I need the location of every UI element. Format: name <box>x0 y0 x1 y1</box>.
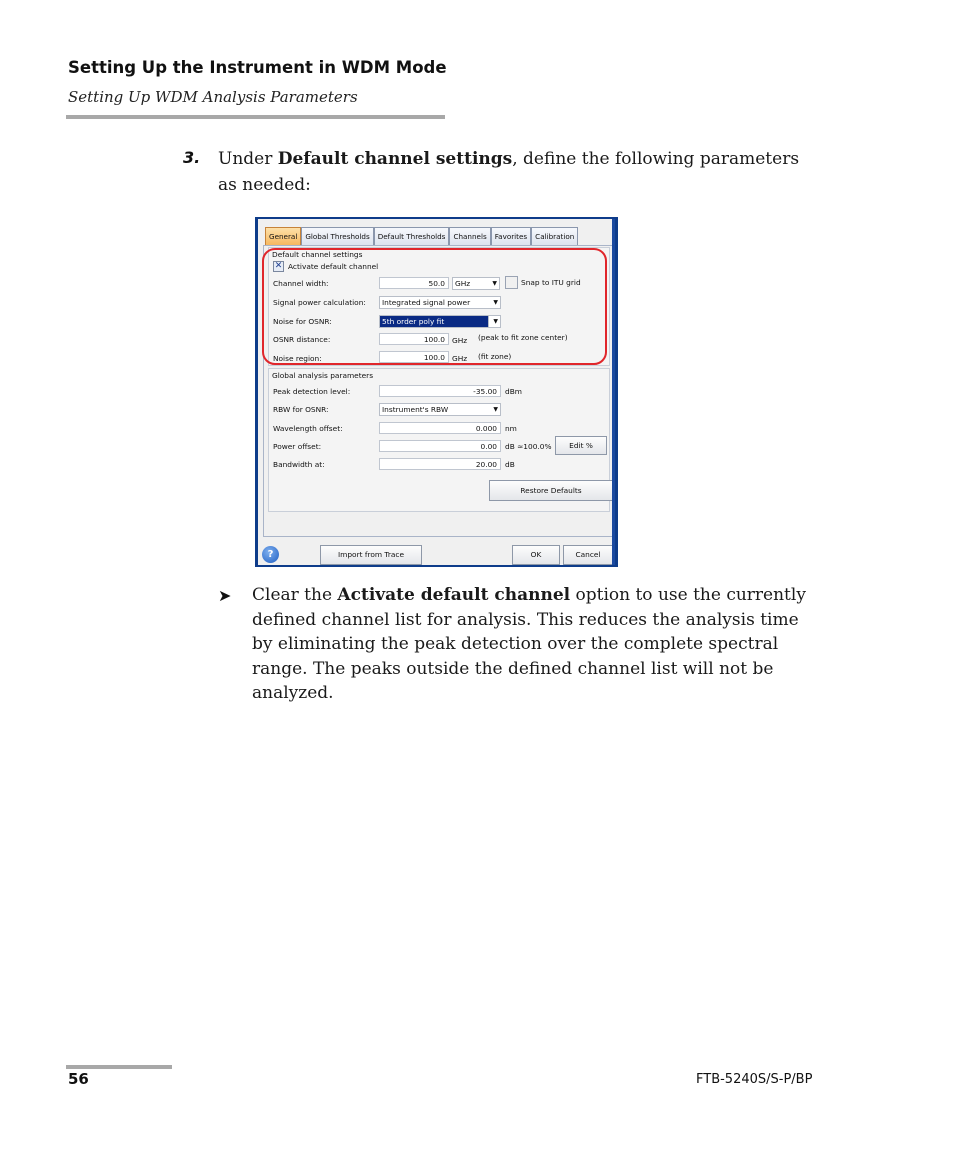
bullet-text-before: Clear the <box>252 585 338 605</box>
page-header-subtitle: Setting Up WDM Analysis Parameters <box>68 88 358 106</box>
power-offset-unit: dB ≈100.0% <box>505 442 552 451</box>
activate-default-channel-label: Activate default channel <box>288 262 379 271</box>
signal-power-value: Integrated signal power <box>382 298 471 307</box>
chevron-down-icon: ▼ <box>492 280 497 287</box>
cancel-button[interactable]: Cancel <box>563 545 613 565</box>
osnr-distance-unit: GHz <box>452 336 468 345</box>
tab-general[interactable]: General <box>265 227 301 245</box>
power-offset-label: Power offset: <box>273 442 322 451</box>
bullet-arrow-icon: ➤ <box>218 586 232 605</box>
snap-to-itu-label: Snap to ITU grid <box>521 278 581 287</box>
osnr-distance-label: OSNR distance: <box>273 335 331 344</box>
page-number: 56 <box>68 1070 89 1088</box>
bullet-text-bold: Activate default channel <box>337 585 571 605</box>
restore-defaults-button[interactable]: Restore Defaults <box>489 480 613 501</box>
bullet-text-after: option to use the currently defined channel list for analysis. This reduces the analysis time by eliminating the peak detection over the complete spectral range. The peaks outside the defined channel list will not be analyzed. <box>252 585 806 704</box>
wavelength-offset-unit: nm <box>505 424 517 433</box>
wavelength-offset-field[interactable]: 0.000 <box>379 422 501 434</box>
tab-channels[interactable]: Channels <box>449 227 490 245</box>
noise-region-field[interactable]: 100.0 <box>379 351 449 363</box>
dialog-screenshot <box>255 217 618 567</box>
step-text-after: , define the following parameters as needed: <box>218 149 800 195</box>
help-icon[interactable]: ? <box>262 546 279 563</box>
rbw-for-osnr-select[interactable] <box>379 403 501 416</box>
rbw-for-osnr-value: Instrument's RBW <box>382 405 449 414</box>
global-group-title: Global analysis parameters <box>272 371 374 380</box>
rbw-for-osnr-label: RBW for OSNR: <box>273 405 329 414</box>
window-edge <box>612 219 615 565</box>
channel-width-label: Channel width: <box>273 279 329 288</box>
chevron-down-icon: ▼ <box>493 299 498 306</box>
page-header-title: Setting Up the Instrument in WDM Mode <box>68 58 447 77</box>
check-mark-icon: ✕ <box>274 261 283 271</box>
osnr-distance-note: (peak to fit zone center) <box>478 333 568 342</box>
global-analysis-parameters-group <box>268 368 610 512</box>
channel-width-field[interactable]: 50.0 <box>379 277 449 289</box>
signal-power-label: Signal power calculation: <box>273 298 366 307</box>
step-text-bold: Default channel settings <box>277 149 513 169</box>
highlight-ring <box>262 248 607 365</box>
wavelength-offset-label: Wavelength offset: <box>273 424 343 433</box>
noise-for-osnr-label: Noise for OSNR: <box>273 317 332 326</box>
header-rule <box>66 115 445 119</box>
dialog-window <box>258 219 615 565</box>
tab-global-thresholds[interactable]: Global Thresholds <box>301 227 373 245</box>
chevron-down-icon: ▼ <box>493 318 498 325</box>
tab-calibration[interactable]: Calibration <box>531 227 578 245</box>
step-text-before: Under <box>218 149 278 169</box>
peak-detection-unit: dBm <box>505 387 522 396</box>
tab-bar <box>265 227 578 245</box>
dialog-button-bar <box>258 544 615 565</box>
chevron-down-icon: ▼ <box>493 406 498 413</box>
peak-detection-field[interactable]: -35.00 <box>379 385 501 397</box>
ok-button[interactable]: OK <box>512 545 560 565</box>
tab-default-thresholds[interactable]: Default Thresholds <box>374 227 450 245</box>
bullet-text <box>252 583 822 706</box>
bandwidth-at-label: Bandwidth at: <box>273 460 325 469</box>
noise-for-osnr-value: 5th order poly fit <box>379 315 489 328</box>
footer-rule <box>66 1065 172 1069</box>
noise-region-label: Noise region: <box>273 354 322 363</box>
osnr-distance-field[interactable]: 100.0 <box>379 333 449 345</box>
noise-region-unit: GHz <box>452 354 468 363</box>
channel-width-unit-value: GHz <box>455 279 471 288</box>
bandwidth-at-unit: dB <box>505 460 515 469</box>
step-text <box>218 146 818 198</box>
bandwidth-at-field[interactable]: 20.00 <box>379 458 501 470</box>
power-offset-field[interactable]: 0.00 <box>379 440 501 452</box>
product-model: FTB-5240S/S-P/BP <box>696 1072 813 1087</box>
step-number: 3. <box>183 148 201 167</box>
tab-favorites[interactable]: Favorites <box>491 227 531 245</box>
peak-detection-label: Peak detection level: <box>273 387 351 396</box>
default-group-title: Default channel settings <box>272 250 363 259</box>
import-from-trace-button[interactable]: Import from Trace <box>320 545 422 565</box>
edit-percent-button[interactable]: Edit % <box>555 436 607 455</box>
noise-region-note: (fit zone) <box>478 352 512 361</box>
